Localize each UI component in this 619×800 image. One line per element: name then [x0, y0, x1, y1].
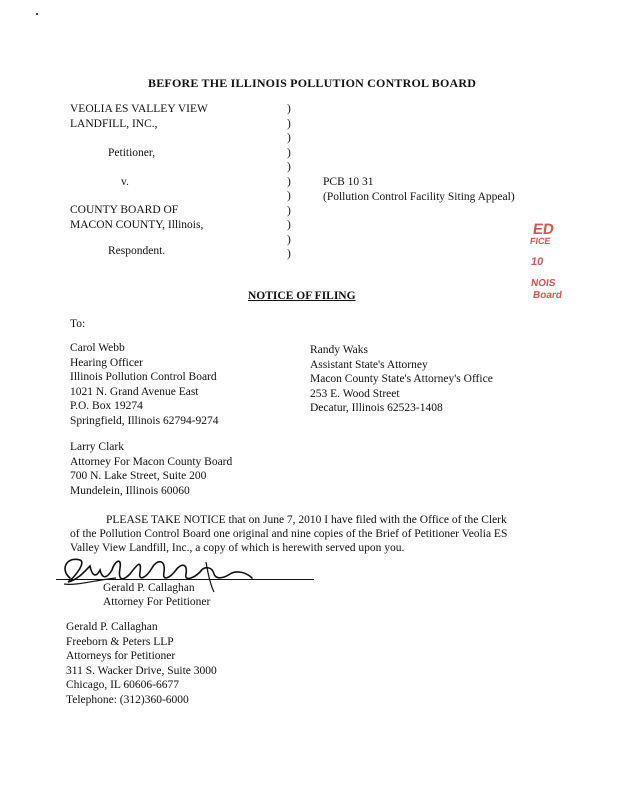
- paren-mark: ): [287, 175, 291, 188]
- signer-title: Attorney For Petitioner: [103, 596, 211, 608]
- body-line: of the Pollution Control Board one original and nine copies of the Brief of Petitioner Veolia ES: [70, 528, 508, 540]
- petitioner-line: LANDFILL, INC.,: [70, 117, 158, 130]
- case-type: (Pollution Control Facility Siting Appeal): [323, 191, 515, 203]
- address-line: 253 E. Wood Street: [310, 387, 400, 400]
- signature-line: [56, 579, 314, 580]
- address-line: Illinois Pollution Control Board: [70, 371, 217, 383]
- paren-mark: ): [287, 190, 291, 202]
- respondent-role: Respondent.: [108, 245, 166, 257]
- court-heading: BEFORE THE ILLINOIS POLLUTION CONTROL BOARD: [148, 76, 477, 90]
- to-label: To:: [70, 318, 86, 330]
- address-line: Larry Clark: [70, 441, 124, 453]
- body-line: PLEASE TAKE NOTICE that on June 7, 2010 I have filed with the Office of the Clerk: [106, 514, 507, 526]
- paren-mark: ): [287, 161, 291, 173]
- versus-label: v.: [121, 176, 129, 188]
- petitioner-line: VEOLIA ES VALLEY VIEW: [70, 103, 208, 115]
- paren-mark: ): [287, 248, 291, 260]
- stamp-line: NOIS: [530, 278, 557, 289]
- address-line: Macon County State's Attorney's Office: [310, 373, 493, 385]
- address-line: Attorney For Macon County Board: [70, 455, 233, 468]
- respondent-line: COUNTY BOARD OF: [70, 204, 179, 216]
- counsel-line: Freeborn & Peters LLP: [66, 635, 174, 648]
- stamp-line: 10: [530, 256, 545, 268]
- case-number: PCB 10 31: [323, 176, 374, 188]
- petitioner-name: [70, 102, 208, 131]
- recipient-webb: [70, 341, 219, 428]
- address-line: Decatur, Illinois 62523-1408: [310, 402, 443, 414]
- respondent-name: [70, 203, 203, 232]
- counsel-line: 311 S. Wacker Drive, Suite 3000: [66, 664, 217, 677]
- petitioner-role: Petitioner,: [108, 147, 156, 159]
- address-line: 700 N. Lake Street, Suite 200: [70, 470, 207, 482]
- paren-mark: ): [287, 219, 291, 231]
- address-line: Mundelein, Illinois 60060: [70, 484, 190, 497]
- stamp-line: Board: [532, 290, 563, 301]
- respondent-line: MACON COUNTY, Illinois,: [70, 218, 204, 231]
- address-line: P.O. Box 19274: [70, 400, 143, 412]
- counsel-block: [66, 620, 217, 707]
- recipient-clark: [70, 440, 232, 498]
- scan-speck: [36, 13, 38, 15]
- paren-mark: ): [287, 233, 291, 246]
- address-line: 1021 N. Grand Avenue East: [70, 385, 199, 398]
- counsel-line: Telephone: (312)360-6000: [66, 693, 189, 706]
- paren-mark: ): [287, 103, 291, 115]
- address-line: Springfield, Illinois 62794-9274: [70, 414, 219, 427]
- paren-mark: ): [287, 117, 291, 130]
- stamp-line: FICE: [529, 236, 552, 246]
- caption-divider: [287, 102, 291, 262]
- signer-name: Gerald P. Callaghan: [103, 582, 195, 594]
- paren-mark: ): [287, 204, 291, 217]
- address-line: Randy Waks: [310, 344, 368, 356]
- counsel-line: Chicago, IL 60606-6677: [66, 679, 179, 691]
- paren-mark: ): [287, 146, 291, 159]
- address-line: Assistant State's Attorney: [310, 358, 428, 371]
- counsel-line: Attorneys for Petitioner: [66, 650, 176, 662]
- notice-title: NOTICE OF FILING: [248, 290, 356, 302]
- stamp-line: ED: [531, 221, 556, 238]
- address-line: Hearing Officer: [70, 356, 143, 369]
- paren-mark: ): [287, 132, 291, 144]
- body-line: Valley View Landfill, Inc., a copy of which is herewith served upon you.: [70, 542, 405, 554]
- counsel-line: Gerald P. Callaghan: [66, 621, 158, 633]
- address-line: Carol Webb: [70, 342, 125, 354]
- recipient-waks: [310, 343, 493, 416]
